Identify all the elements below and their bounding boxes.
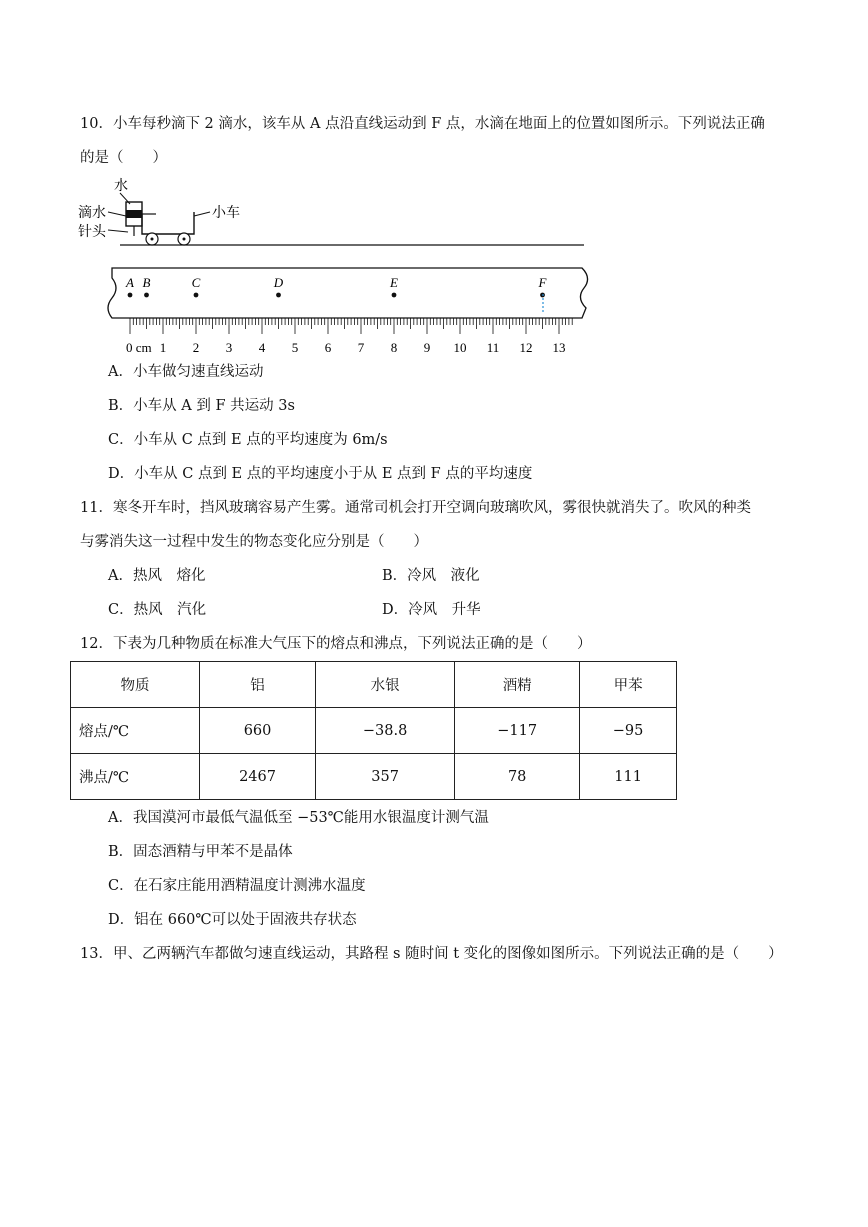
q10-figure bbox=[76, 172, 596, 362]
ruler-tick-label: 12 bbox=[519, 340, 533, 355]
car-drawing bbox=[78, 177, 584, 245]
q10-stem-line1: 10．小车每秒滴下 2 滴水，该车从 A 点沿直线运动到 F 点，水滴在地面上的位置如图所示。下列说法正确 bbox=[80, 116, 765, 132]
q10-stem-line2: 的是（ ） bbox=[80, 150, 167, 166]
q10-option-b[interactable]: B．小车从 A 到 F 共运动 3s bbox=[108, 398, 295, 414]
ruler-tick-label: 5 bbox=[291, 340, 299, 355]
table-cell: 熔点/℃ bbox=[71, 708, 200, 754]
ruler bbox=[108, 268, 588, 355]
q12-stem: 12．下表为几种物质在标准大气压下的熔点和沸点，下列说法正确的是（ ） bbox=[80, 636, 592, 652]
ruler-tick-label: 3 bbox=[225, 340, 233, 355]
needle-label: 针头 bbox=[78, 225, 106, 240]
drip-label: 滴水 bbox=[78, 206, 106, 221]
q12-option-c[interactable]: C．在石家庄能用酒精温度计测沸水温度 bbox=[108, 878, 366, 894]
water-drop-C bbox=[194, 293, 199, 298]
ruler-tick-label: 11 bbox=[486, 340, 500, 355]
table-cell: −117 bbox=[455, 708, 580, 754]
q11-stem-line1: 11．寒冬开车时，挡风玻璃容易产生雾。通常司机会打开空调向玻璃吹风，雾很快就消失了。吹风的种类 bbox=[80, 500, 751, 516]
q12-option-a[interactable]: A．我国漠河市最低气温低至 −53℃能用水银温度计测气温 bbox=[108, 810, 489, 826]
table-cell: 660 bbox=[200, 708, 316, 754]
water-drop-E bbox=[392, 293, 397, 298]
q11-option-d[interactable]: D．冷风 升华 bbox=[382, 602, 481, 618]
ruler-tick-label: 8 bbox=[390, 340, 398, 355]
ruler-tick-label: 10 bbox=[453, 340, 467, 355]
water-drop-A bbox=[128, 293, 133, 298]
table-header-cell: 铝 bbox=[200, 662, 316, 708]
q10-option-d[interactable]: D．小车从 C 点到 E 点的平均速度小于从 E 点到 F 点的平均速度 bbox=[108, 466, 533, 482]
q13-stem: 13．甲、乙两辆汽车都做匀速直线运动，其路程 s 随时间 t 变化的图像如图所示。下列说法正确的是（ ） bbox=[80, 946, 783, 962]
point-label-A: A bbox=[126, 275, 134, 290]
water-drop-B bbox=[144, 293, 149, 298]
q11-option-a[interactable]: A．热风 熔化 bbox=[108, 568, 206, 584]
ruler-tick-label: 7 bbox=[357, 340, 365, 355]
table-cell: 78 bbox=[455, 754, 580, 800]
table-header-row bbox=[71, 662, 677, 708]
q11-option-b[interactable]: B．冷风 液化 bbox=[382, 568, 480, 584]
table-header-cell: 酒精 bbox=[455, 662, 580, 708]
melting-boiling-table bbox=[70, 661, 677, 800]
q11-stem-line2: 与雾消失这一过程中发生的物态变化应分别是（ ） bbox=[80, 534, 428, 550]
car-label: 小车 bbox=[212, 206, 240, 221]
q11-option-c[interactable]: C．热风 汽化 bbox=[108, 602, 207, 618]
water-drop-D bbox=[276, 293, 281, 298]
q10-option-c[interactable]: C．小车从 C 点到 E 点的平均速度为 6m/s bbox=[108, 432, 388, 448]
table-cell: 357 bbox=[316, 754, 455, 800]
q12-option-b[interactable]: B．固态酒精与甲苯不是晶体 bbox=[108, 844, 293, 860]
table-cell: 沸点/℃ bbox=[71, 754, 200, 800]
water-label: 水 bbox=[114, 179, 128, 194]
ruler-tick-label: 0 cm bbox=[126, 340, 152, 355]
table-row bbox=[71, 754, 677, 800]
table-header-cell: 甲苯 bbox=[580, 662, 677, 708]
q12-option-d[interactable]: D．铝在 660℃可以处于固液共存状态 bbox=[108, 912, 357, 928]
ruler-tick-label: 9 bbox=[423, 340, 431, 355]
point-label-B: B bbox=[142, 275, 151, 290]
point-label-E: E bbox=[390, 275, 398, 290]
point-label-C: C bbox=[191, 275, 201, 290]
ruler-tick-label: 13 bbox=[552, 340, 566, 355]
point-label-F: F bbox=[538, 275, 547, 290]
table-cell: −95 bbox=[580, 708, 677, 754]
table-header-cell: 水银 bbox=[316, 662, 455, 708]
table-cell: 111 bbox=[580, 754, 677, 800]
ruler-tick-label: 2 bbox=[192, 340, 200, 355]
q10-option-a[interactable]: A．小车做匀速直线运动 bbox=[108, 364, 264, 380]
table-cell: −38.8 bbox=[316, 708, 455, 754]
table-row bbox=[71, 708, 677, 754]
ruler-tick-label: 1 bbox=[159, 340, 167, 355]
ruler-tick-label: 4 bbox=[258, 340, 266, 355]
table-header-cell: 物质 bbox=[71, 662, 200, 708]
table-cell: 2467 bbox=[200, 754, 316, 800]
ruler-tick-label: 6 bbox=[324, 340, 332, 355]
point-label-D: D bbox=[273, 275, 284, 290]
